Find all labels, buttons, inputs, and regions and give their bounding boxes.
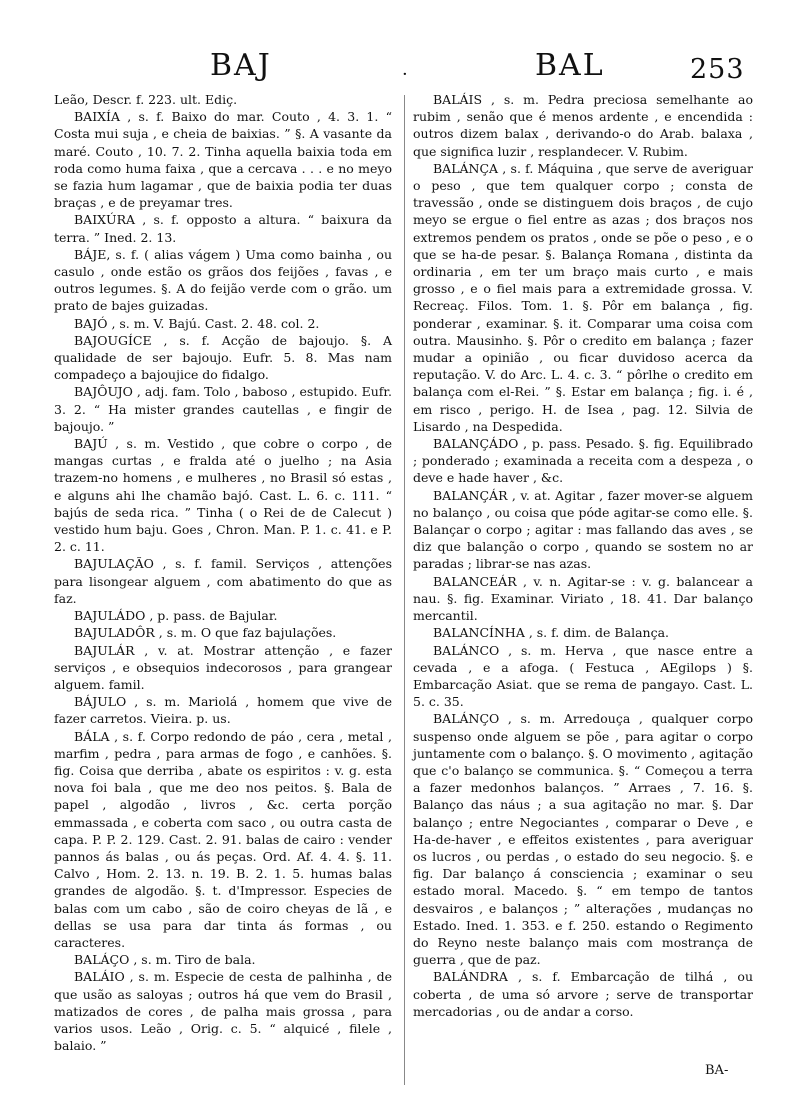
dictionary-entry: BAJÓ , s. m. V. Bajú. Cast. 2. 48. col. 2. xyxy=(74,315,320,331)
right-column xyxy=(413,91,753,1020)
page-number: 253 xyxy=(690,54,745,85)
left-running-head: BAJ xyxy=(210,48,272,83)
dictionary-entry: BAJÚ , s. m. Vestido , que cobre o corpo , de mangas curtas , e fralda até o juelho ; na Asia trazem-no homens , e mulheres , no Brasil só estas , e alguns ahi lhe chamão bajó. Cast. L. 6. c. 111. “ bajús de seda rica. ” Tinha ( o Rei de de Calecut ) vestido hum baju. Goes , Chron. Man. P. 1. c. 41. e P. 2. c. 11. xyxy=(54,436,392,555)
dictionary-entry: Leão, Descr. f. 223. ult. Ediç. xyxy=(54,92,238,107)
dictionary-entry: BAJULÁR , v. at. Mostrar attenção , e fazer serviços , e obsequios indecorosos , para grangear alguem. famil. xyxy=(54,642,392,692)
dictionary-entry: BALÁNÇA , s. f. Máquina , que serve de averiguar o peso , que tem qualquer corpo ; consta de travessão , onde se distinguem dois braços , de cujo meyo se ergue o fiel entre as azas ; dos braços nos extremos pendem os pratos , onde se põe o peso , e o que se ha-de pesar. §. Balança Romana , distinta da ordinaria , em ter um braço mais curto , e mais grosso , e o fiel mais para a extremidade grossa. V. Recreaç. Filos. Tom. 1. §. Pôr em balança , fig. ponderar , examinar. §. it. Comparar uma coisa com outra. Mausinho. §. Pôr o credito em balança ; fazer mudar a opinião , ou ficar duvidoso acerca da reputação. V. do Arc. L. 4. c. 3. “ pôrlhe o credito em balança com el-Rei. ” §. Estar em balança ; fig. i. é , em risco , perigo. H. de Isea , pag. 12. Silvia de Lisardo , na Despedida. xyxy=(413,160,753,434)
dictionary-entry: BÁJE, s. f. ( alias vágem ) Uma como bainha , ou casulo , onde estão os grãos dos feijões , favas , e outros legumes. §. A do feijão verde com o grão. um prato de bajes guizadas. xyxy=(54,246,392,314)
dictionary-entry: BÁJULO , s. m. Mariolá , homem que vive de fazer carretos. Vieira. p. us. xyxy=(54,694,392,727)
dictionary-entry: BÁLA , s. f. Corpo redondo de páo , cera , metal , marfim , pedra , para armas de fogo , e canhões. §. fig. Coisa que derriba , abate os espiritos : v. g. esta nova foi bala , que me deo nos peitos. §. Bala de papel , algodão , livros , &c. certa porção emmassada , e coberta com saco , ou outra casta de capa. P. P. 2. 129. Cast. 2. 91. balas de cairo : vender pannos ás balas , ou ás peças. Ord. Af. 4. 4. §. 11. Calvo , Hom. 2. 13. n. 19. B. 2. 1. 5. humas balas grandes de algodão. §. t. d'Impressor. Especies de balas com um cabo , são de coiro cheyas de lã , e dellas se usa para dar tinta ás formas , ou caracteres. xyxy=(54,728,392,950)
header-center-mark: · xyxy=(402,64,408,85)
dictionary-entry: BALANÇÁR , v. at. Agitar , fazer mover-se alguem no balanço , ou coisa que póde agitar-se como elle. §. Balançar o corpo ; agitar : mas fallando das aves , se diz que balanção o corpo , quando se sostem no ar paradas ; librar-se nas azas. xyxy=(413,487,753,572)
column-divider xyxy=(404,95,405,1085)
dictionary-entry: BAIXÍA , s. f. Baixo do mar. Couto , 4. 3. 1. “ Costa mui suja , e cheia de baixias. ” §. A vasante da maré. Couto , 10. 7. 2. Tinha aquella baixia toda em roda como huma faixa , que a cercava . . . e no meyo se fazia hum lagamar , que de baixia podia ter duas braças , e de preyamar tres. xyxy=(54,109,392,211)
catchword: BA- xyxy=(705,1063,729,1078)
dictionary-entry: BAJULAÇÃO , s. f. famil. Serviços , attenções para lisongear alguem , com abatimento do que as faz. xyxy=(54,556,392,606)
dictionary-entry: BAJÔUJO , adj. fam. Tolo , baboso , estupido. Eufr. 3. 2. “ Ha mister grandes cautellas , e fingir de bajoujo. ” xyxy=(54,384,392,434)
dictionary-entry: BAIXÚRA , s. f. opposto a altura. “ baixura da terra. ” Ined. 2. 13. xyxy=(54,212,392,245)
dictionary-entry: BALÁNCO , s. m. Herva , que nasce entre a cevada , e a afoga. ( Festuca , AEgilops ) §. Embarcação Asiat. que se rema de pangayo. Cast. L. 5. c. 35. xyxy=(413,642,753,710)
dictionary-entry: BAJULADÔR , s. m. O que faz bajulações. xyxy=(74,625,337,641)
dictionary-entry: BALÁNDRA , s. f. Embarcação de tilhá , ou coberta , de uma só arvore ; serve de transportar mercadorias , ou de andar a corso. xyxy=(413,969,753,1019)
dictionary-entry: BALANCEÁR , v. n. Agitar-se : v. g. balancear a nau. §. fig. Examinar. Viriato , 18. 41. Dar balanço mercantil. xyxy=(413,573,753,624)
dictionary-entry: BALÁIS , s. m. Pedra preciosa semelhante ao rubim , senão que é menos ardente , e encendida : outros dizem balax , derivando-o do Arab. balaxa , que significa luzir , resplandecer. V. Rubim. xyxy=(413,92,753,159)
left-column xyxy=(54,91,392,1054)
dictionary-entry: BALÁÇO , s. m. Tiro de bala. xyxy=(74,952,256,968)
right-running-head: BAL xyxy=(535,48,605,83)
dictionary-entry: BALÁNÇO , s. m. Arredouça , qualquer corpo suspenso onde alguem se põe , para agitar o corpo juntamente com o balanço. §. O movimento , agitação que c'o balanço se communica. §. “ Começou a terra a fazer medonhos balanços. ” Arraes , 7. 16. §. Balanço das náus ; a sua agitação no mar. §. Dar balanço ; entre Negociantes , comparar o Deve , e Ha-de-haver , e effeitos existentes , para averiguar os lucros , ou perdas , o estado do seu negocio. §. e fig. Dar balanço á consciencia ; examinar o seu estado moral. Macedo. §. “ em tempo de tantos desvairos , e balanços ; ” alterações , mudanças no Estado. Ined. 1. 353. e f. 250. estando o Regimento do Reyno neste balanço mais com mostrança de guerra , que de paz. xyxy=(413,711,753,968)
dictionary-entry: BALÁIO , s. m. Especie de cesta de palhinha , de que usão as saloyas ; outros há que vem do Brasil , matizados de cores , de palha mais grossa , para varios usos. Leão , Orig. c. 5. “ alquicé , filele , balaio. ” xyxy=(54,969,392,1054)
dictionary-entry: BALANCÍNHA , s. f. dim. de Balança. xyxy=(433,625,669,641)
dictionary-entry: BAJULÁDO , p. pass. de Bajular. xyxy=(74,608,278,624)
dictionary-entry: BALANÇÁDO , p. pass. Pesado. §. fig. Equilibrado ; ponderado ; examinada a receita com a despeza , o deve e hade haver , &c. xyxy=(413,436,753,486)
dictionary-entry: BAJOUGÍCE , s. f. Acção de bajoujo. §. A qualidade de ser bajoujo. Eufr. 5. 8. Mas nam compadeço a bajoujice do fidalgo. xyxy=(54,332,392,383)
